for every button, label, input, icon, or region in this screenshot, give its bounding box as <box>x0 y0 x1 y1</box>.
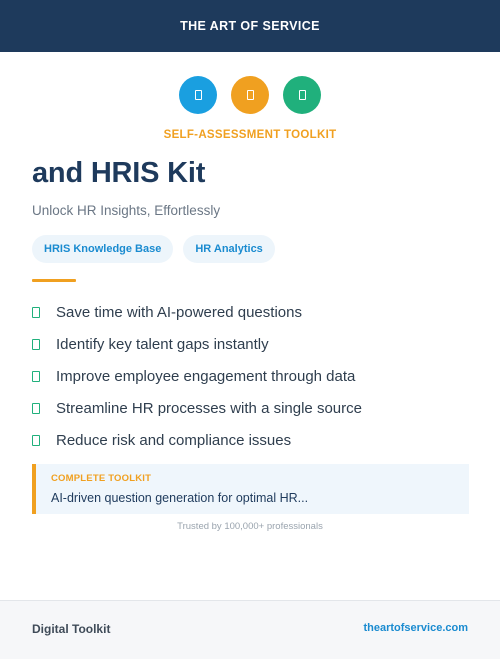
tag-list <box>32 235 275 263</box>
footer-bar <box>0 600 500 659</box>
page-title: and HRIS Kit <box>32 157 206 189</box>
benefit-text: Save time with AI-powered questions <box>56 303 302 321</box>
callout-label: COMPLETE TOOLKIT <box>51 473 152 484</box>
icon-row <box>0 76 500 114</box>
check-icon <box>32 371 40 382</box>
header-bar <box>0 0 500 52</box>
tag-hr-analytics[interactable]: HR Analytics <box>183 235 274 263</box>
document-icon <box>247 90 254 100</box>
check-icon <box>32 339 40 350</box>
footer-label: Digital Toolkit <box>32 622 111 636</box>
document-icon-orange <box>231 76 269 114</box>
toolkit-eyebrow: SELF-ASSESSMENT TOOLKIT <box>163 129 337 141</box>
benefit-item <box>32 424 472 456</box>
benefit-text: Streamline HR processes with a single source <box>56 399 362 417</box>
callout-text: AI-driven question generation for optimal HR... <box>51 491 309 505</box>
page-subtitle: Unlock HR Insights, Effortlessly <box>32 203 221 218</box>
check-icon <box>32 307 40 318</box>
check-icon <box>32 403 40 414</box>
benefit-text: Reduce risk and compliance issues <box>56 431 292 449</box>
benefit-text: Identify key talent gaps instantly <box>56 335 269 353</box>
document-icon-green <box>283 76 321 114</box>
benefit-text: Improve employee engagement through data <box>56 367 356 385</box>
document-icon <box>195 90 202 100</box>
tag-hris-knowledge-base[interactable]: HRIS Knowledge Base <box>32 235 173 263</box>
benefit-item <box>32 328 472 360</box>
complete-toolkit-callout <box>32 464 469 514</box>
trust-note: Trusted by 100,000+ professionals <box>177 521 323 532</box>
website-link[interactable]: theartofservice.com <box>363 622 468 634</box>
brand-title: THE ART OF SERVICE <box>180 19 320 33</box>
check-icon <box>32 435 40 446</box>
benefit-item <box>32 296 472 328</box>
document-icon <box>299 90 306 100</box>
accent-divider <box>32 279 76 282</box>
benefit-item <box>32 360 472 392</box>
document-icon-blue <box>179 76 217 114</box>
benefit-item <box>32 392 472 424</box>
benefit-list <box>32 296 472 456</box>
